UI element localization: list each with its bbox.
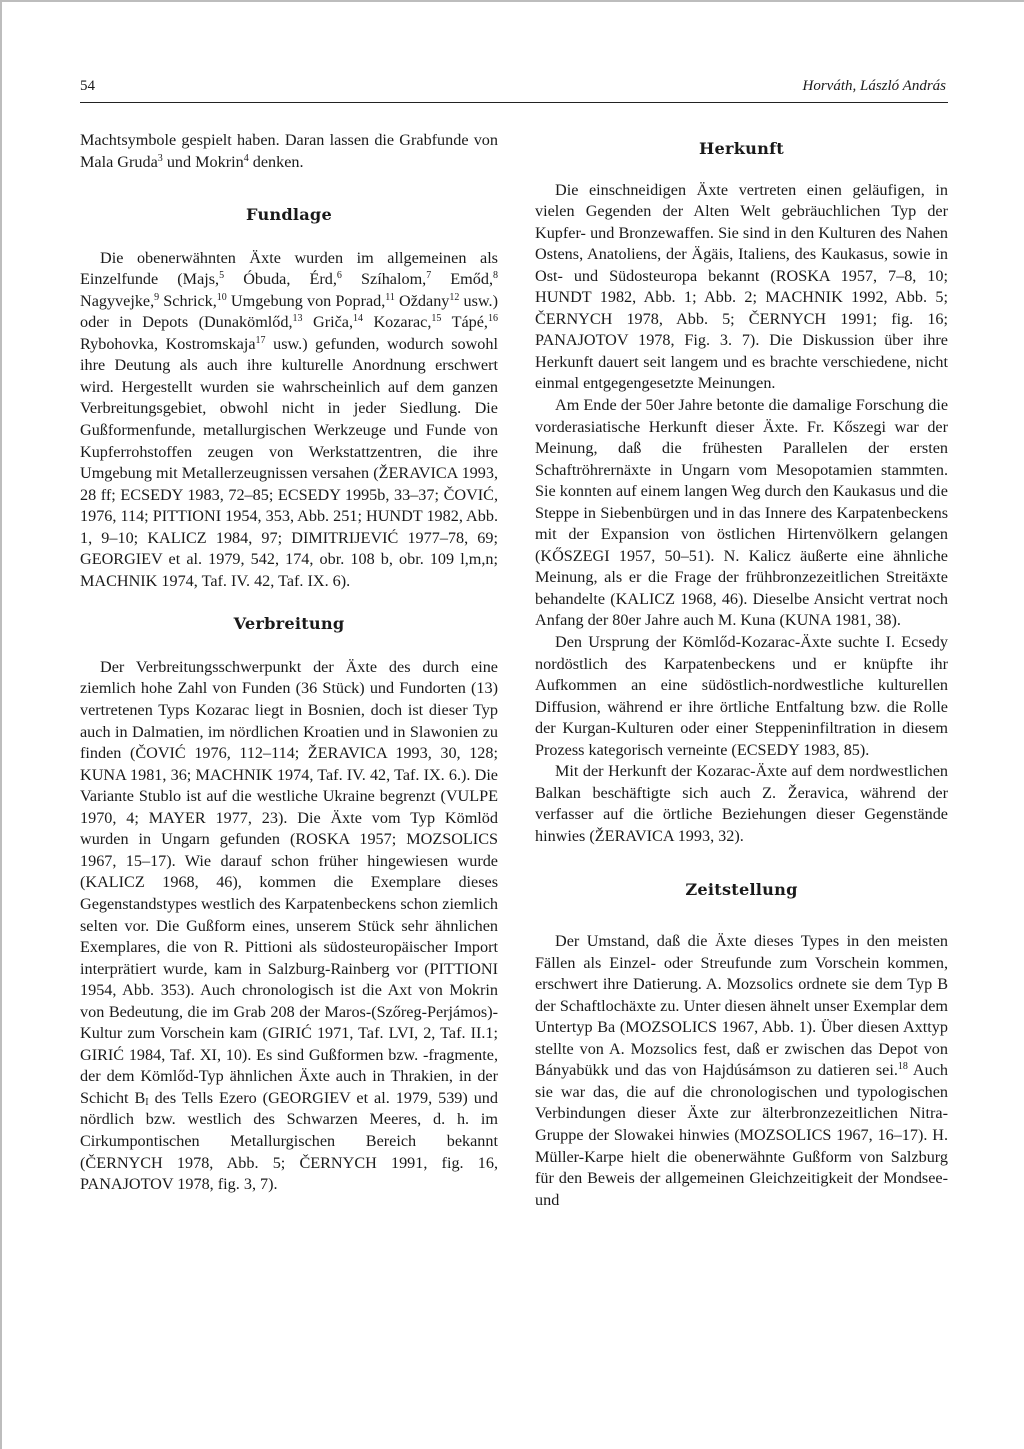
- text-run: Der Verbreitungsschwerpunkt der Äxte des durch eine ziemlich hohe Zahl von Funden (36 Stück) und Fundorten (13) vertretenen Typs Kozarac liegt in Bosnien, doch ist dieser Typ auch in Dalmatien, im nördlichen Kroatien und in Slawonien zu finden (ČOVIĆ 1976, 112–114; ŽERAVICA 1993, 30, 128; KUNA 1981, 36; MACHNIK 1974, Taf. IV. 42, Taf. IX. 6.). Die Variante Stublo ist auf die westliche Ukraine begrenzt (VULPE 1970, 4; MAYER 1977, 23). Die Äxte vom Typ Kömlöd wurden in Ungarn gefunden (ROSKA 1957; MOZSOLICS 1967, 15–17). Wie darauf schon früher hingewiesen wurde (KALICZ 1968, 46), kommen die Exemplare dieses Gegenstandstypes westlich des Karpatenbeckens schon ziemlich selten vor. Die Gußform eines, unserem Stück sehr ähnlichen Exemplares, die von R. Pittioni als südosteuropäischer Import interprätiert wurde, kam in Salzburg-Rainberg vor (PITTIONI 1954, Abb. 353). Auch chronologisch ist die Axt von Mokrin von Bedeutung, die im Grab 208 der Maros-(Szőreg-Perjámos)-Kultur zum Vorschein kam (GIRIĆ 1971, Taf. LVI, 2, Taf. II.1; GIRIĆ 1984, Taf. XI, 10). Es sind Gußformen bzw. -fragmente, der dem Kömlőd-Typ ähnlichen Äxte auch in Thrakien, in der Schicht B: [80, 657, 498, 1107]
- text-run: Kozarac,: [363, 313, 432, 332]
- text-run: Szíhalom,: [341, 270, 427, 289]
- footnote-ref: 18: [897, 1061, 908, 1073]
- text-run: Griča,: [302, 313, 353, 332]
- subscript: I: [145, 1096, 149, 1108]
- footnote-ref: 6: [336, 270, 342, 282]
- footnote-ref: 17: [255, 334, 266, 346]
- footnote-ref: 8: [493, 270, 499, 282]
- header-rule: [80, 102, 948, 103]
- footnote-ref: 7: [426, 270, 432, 282]
- text-run: Auch sie war das, die auf die chronologischen und typologischen Verbindungen dieser Äxte zur älterbronzezeitlichen Nitra-Gruppe der Slowakei hinwies (MOZSOLICS 1967, 16–17). H. Müller-Karpe hielt die obenerwähnte Gußform von Salzburg für den Beweis der allgemeinen Gleichzeitigkeit der Mondsee- und: [535, 1061, 948, 1209]
- herkunft-paragraph-3: Den Ursprung der Kömlőd-Kozarac-Äxte suchte I. Ecsedy nordöstlich des Karpatenbeckens und er knüpfte ihr Aufkommen an eine südöstlich-nordwestliche kulturellen Diffusion, während er ihre örtliche Entfaltung bzw. die Rolle der Kurgan-Kulturen oder einer Steppeninfiltration in diesem Prozess kategorisch verneinte (ECSEDY 1983, 85).: [535, 633, 948, 759]
- footnote-ref: 10: [216, 291, 227, 303]
- footnote-ref: 3: [157, 152, 163, 164]
- running-head: Horváth, László András: [802, 78, 946, 94]
- scan-edge-top: [0, 0, 1024, 2]
- text-run: und Mokrin: [162, 152, 244, 171]
- verbreitung-paragraph: [80, 657, 498, 1196]
- scan-edge-left: [0, 0, 2, 1449]
- text-run: Oždany: [394, 291, 450, 310]
- page-number: 54: [80, 78, 95, 94]
- footnote-ref: 9: [154, 291, 160, 303]
- footnote-ref: 5: [219, 270, 225, 282]
- footnote-ref: 14: [353, 313, 363, 325]
- section-heading-fundlage: Fundlage: [246, 205, 332, 225]
- zeitstellung-paragraph: [535, 931, 948, 1211]
- footnote-ref: 4: [243, 152, 249, 164]
- footnote-ref: 12: [449, 291, 460, 303]
- text-run: Machtsymbole gespielt haben. Daran lassen die Grabfunde von Mala Gruda: [80, 131, 498, 171]
- footnote-ref: 13: [292, 313, 303, 325]
- text-run: Tápé,: [441, 313, 488, 332]
- intro-paragraph: [80, 130, 498, 173]
- right-column: [535, 130, 948, 1211]
- herkunft-paragraph-2: Am Ende der 50er Jahre betonte die damalige Forschung die vorderasiatische Herkunft dieser Äxte. Fr. Kőszegi war der Meinung, daß die frühesten Parallelen der ersten Schaftröhrernäxte in Ungarn vom Mesopotamien stammten. Sie konnten auf einem langen Weg durch den Kaukasus und die Steppe in Siebenbürgen und in das Innere des Karpatenbeckens mit der Expansion von östlichen Hirtenvölkern gelangen (KŐSZEGI 1957, 50–51). N. Kalicz äußerte eine ähnliche Meinung, als er die Frage der frühbronzezeitlichen Streitäxte behandelte (KALICZ 1968, 46). Dieselbe Ansicht vertrat noch Anfang der 80er Jahre auch M. Kuna (KUNA 1981, 38).: [535, 396, 948, 630]
- section-heading-herkunft: Herkunft: [699, 139, 784, 158]
- herkunft-paragraph-4: Mit der Herkunft der Kozarac-Äxte auf dem nordwestlichen Balkan beschäftigte sich auch Z. Žeravica, während der verfasser auf die örtliche Beziehungen dieser Gegenstände hinwies (ŽERAVICA 1993, 32).: [535, 762, 948, 845]
- footnote-ref: 16: [487, 313, 498, 325]
- text-run: Nagyvejke,: [80, 291, 155, 310]
- fundlage-paragraph: [80, 248, 498, 593]
- herkunft-paragraph-1: Die einschneidigen Äxte vertreten einen geläufigen, in vielen Gegenden der Alten Welt gebräuchlichen Typ der Kupfer- und Bronzewaffen. Sie sind in den Kulturen des Nahen Ostens, Anatoliens, der Ägäis, Italiens, des Kaukasus, sowie in Ost- und Südosteuropa bekannt (ROSKA 1957, 7–8, 10; HUNDT 1982, Abb. 1; Abb. 2; MACHNIK 1992, Abb. 5; ČERNYCH 1978, Abb. 5; ČERNYCH 1991; fig. 16; PANAJOTOV 1978, Fig. 3. 7). Die Diskussion über ihre Herkunft dauert seit langem und es brachte verschiedene, nicht einmal entgegengesetzte Meinungen.: [535, 180, 948, 393]
- text-run: Schrick,: [159, 291, 217, 310]
- text-run: Emőd,: [431, 270, 494, 289]
- section-heading-zeitstellung: Zeitstellung: [685, 879, 798, 899]
- left-column: [80, 130, 498, 1196]
- text-run: usw.) gefunden, wodurch sowohl ihre Deutung als auch ihre kulturelle Anordnung erschwert wird. Hergestellt wurden sie wahrscheinlich auf dem ganzen Verbreitungsgebiet, obwohl nicht in jeder Siedlung. Die Gußformenfunde, metallurgischen Werkzeuge und Funde von Kupferrohstoffen zeugen von Werkstattzentren, die ihre Umgebung mit Metallerzeugnissen versahen (ŽERAVICA 1993, 28 ff; ECSEDY 1983, 72–85; ECSEDY 1995b, 33–37; ČOVIĆ, 1976, 114; PITTIONI 1954, 353, Abb. 251; HUNDT 1982, Abb. 1, 9–10; KALICZ 1984, 97; DIMITRIJEVIĆ 1977–78, 69; GEORGIEV et al. 1979, 542, 174, obr. 108 b, obr. 109 l,m,n; MACHNIK 1974, Taf. IV. 42, Taf. IX. 6).: [80, 334, 498, 590]
- text-run: Rybohovka, Kostromskaja: [80, 334, 256, 353]
- section-heading-verbreitung: Verbreitung: [233, 614, 345, 634]
- text-run: usw.) oder in Depots (Dunakömlőd,: [80, 291, 498, 332]
- text-run: denken.: [248, 152, 304, 171]
- text-run: Óbuda, Érd,: [224, 270, 337, 289]
- footnote-ref: 15: [431, 313, 442, 325]
- text-run: Die obenerwähnten Äxte wurden im allgemeinen als Einzelfunde (Majs,: [80, 248, 498, 289]
- footnote-ref: 11: [385, 291, 395, 303]
- text-run: Umgebung von Poprad,: [226, 291, 386, 310]
- text-run: des Tells Ezero (GEORGIEV et al. 1979, 539) und nördlich bzw. westlich des Schwarzen Meeres, d. h. im Cirkumpontischen Metallurgischen Bereich bekannt (ČERNYCH 1978, Abb. 5; ČERNYCH 1991, fig. 16, PANAJOTOV 1978, fig. 3, 7).: [80, 1088, 498, 1194]
- text-run: Der Umstand, daß die Äxte dieses Types in den meisten Fällen als Einzel- oder Streufunde zum Vorschein kommen, erschwert ihre Datierung. A. Mozsolics ordnete sie dem Typ B der Schaftlochäxte zu. Unter diesen ähnelt unser Exemplar dem Untertyp Ba (MOZSOLICS 1967, Abb. 1). Über diesen Axttyp stellte von A. Mozsolics fest, daß er zwischen das Depot von Bányabükk und das von Hajdúsámson zu datieren sei.: [535, 932, 948, 1080]
- page-header: [80, 78, 948, 102]
